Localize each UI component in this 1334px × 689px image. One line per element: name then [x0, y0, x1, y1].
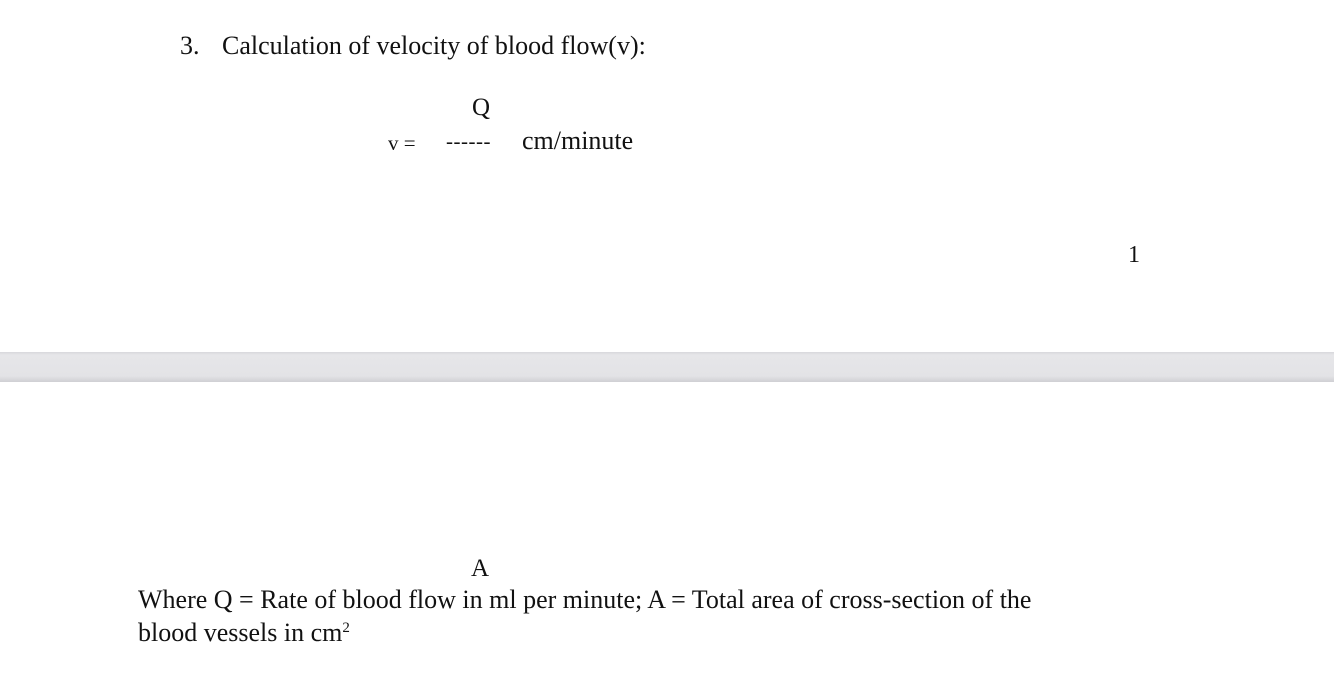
- section-heading: [180, 33, 646, 59]
- formula-denominator: A: [471, 555, 490, 582]
- explanation-superscript: 2: [342, 620, 350, 636]
- explanation-line-2-text: blood vessels in cm: [138, 618, 343, 647]
- explanation-line-1: Where Q = Rate of blood flow in ml per minute; A = Total area of cross-section of the: [138, 585, 1032, 614]
- heading-number: 3.: [180, 31, 200, 60]
- explanation-line-2: [138, 620, 350, 646]
- page-separator: [0, 352, 1334, 382]
- formula-unit: cm/minute: [522, 126, 634, 155]
- heading-text: Calculation of velocity of blood flow(v):: [222, 31, 646, 60]
- formula-numerator: Q: [472, 94, 491, 121]
- page-number: 1: [1128, 242, 1140, 268]
- formula-lhs: v =: [388, 131, 416, 155]
- formula-fraction-bar: ------: [446, 129, 491, 153]
